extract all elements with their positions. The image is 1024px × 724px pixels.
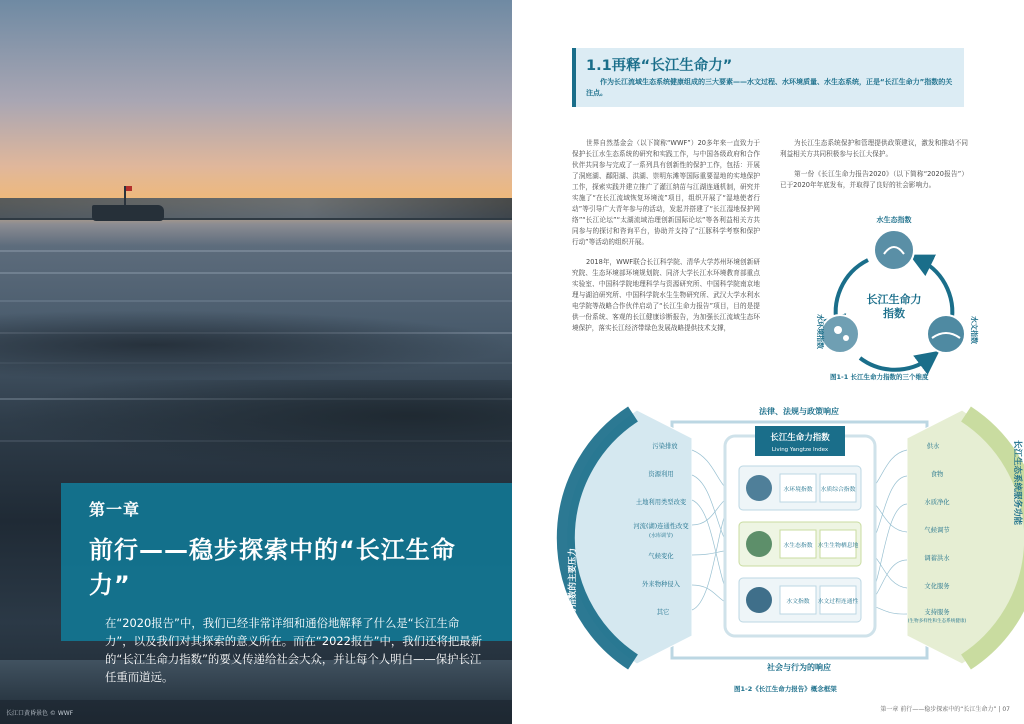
service-item: 文化服务 <box>924 583 950 590</box>
service-item: 支持服务 <box>924 609 950 616</box>
label-aquatic-ecology: 水生态指数 <box>876 216 912 224</box>
paragraph: 世界自然基金会（以下简称“WWF”）20多年来一直致力于保护长江水生态系统的研究和实践工作，与中国各级政府和合作伙伴共同参与完成了一系列具有创新性的保护工作，包括：开展了洞庭湖、鄱阳湖、洪湖、崇明东滩等国际重要湿地的实地保护工作，探索实践并建立推广了灌江纳苗与江湖连通机制，研究并实施了“在长江流域恢复环境流”项目，组织开展了“湿地使者行动”等引导广大青年参与的活动，发起并搭建了“长江湿地保护网络”“长江论坛”“太湖流域治理创新国际论坛”等各利益相关方共同参与的探讨和咨询平台，协助并支持了“江豚科学考察和保护行动”等活动的组织开展。 <box>572 139 760 246</box>
section-subtitle: 作为长江流域生态系统健康组成的三大要素——水文过程、水环境质量、水生态系统，正是“长江生命力”指数的关注点。 <box>586 78 953 97</box>
service-item: 水质净化 <box>924 499 950 506</box>
photo-credit: 长江口黄昏景色 © WWF <box>6 710 74 717</box>
flag <box>126 186 132 191</box>
index-name: 水文指数 <box>786 599 810 605</box>
service-item: 气候调节 <box>924 527 950 534</box>
feedback-bottom-label: 社会与行为的响应 <box>767 663 831 672</box>
index-group-water-environment <box>739 466 861 510</box>
pressure-item: 气候变化 <box>648 553 674 560</box>
pressure-item: 资源利用 <box>648 471 674 478</box>
body-column-right <box>780 138 968 200</box>
chapter-label: 第一章 <box>89 500 141 519</box>
chapter-title: 前行——稳步探索中的“长江生命力” <box>89 536 456 599</box>
water-environment-icon <box>746 475 772 501</box>
pressure-item: 污染排放 <box>652 443 678 450</box>
hydrology-icon <box>746 587 772 613</box>
pressure-item: 其它 <box>656 609 670 616</box>
section-title: 1.1再释“长江生命力” <box>586 58 733 74</box>
pressure-item: 外来物种侵入 <box>642 581 680 588</box>
aquatic-ecology-icon <box>746 531 772 557</box>
index-name: 水质综合指数 <box>820 487 856 493</box>
index-group-hydrology <box>739 578 861 622</box>
label-hydrology: 水文指数 <box>970 316 978 344</box>
index-name: 水生态指数 <box>783 543 813 549</box>
paragraph: 为长江生态系统保护和管理提供政策建议，激发和推动不同利益相关方共同积极参与长江大保护。 <box>780 139 968 158</box>
index-box-title: 长江生命力指数 <box>770 433 830 443</box>
center-label-line1: 长江生命力 <box>866 293 922 306</box>
service-item: 调蓄洪水 <box>924 555 950 562</box>
service-item: 供水 <box>926 443 940 450</box>
paragraph: 第一份《长江生命力报告2020》（以下简称“2020报告”）已于2020年年底发布，并取得了良好的社会影响力。 <box>780 170 968 189</box>
figure-caption: 图1-1 长江生命力指数的三个维度 <box>830 373 929 381</box>
content-page <box>512 0 1024 724</box>
figure-caption: 图1-2《长江生命力报告》概念框架 <box>734 685 837 693</box>
index-name: 水环境指数 <box>783 487 813 493</box>
paragraph: 2018年，WWF联合长江科学院、清华大学苏州环境创新研究院、生态环境部环境规划院、同济大学长江水环境教育部重点实验室、中国科学院地理科学与资源研究所、中国科学院南京地理与湖泊研究所、中国科学院水生生物研究所、武汉大学水利水电学院等战略合作伙伴启动了“长江生命力报告”项目，目的是提供一份系统、客观的长江健康诊断报告，为加强长江流域生态环境保护，落实长江经济带绿色发展战略提供技术支撑， <box>572 258 760 332</box>
service-item-note: (生物多样性和生态系统健康) <box>907 619 967 624</box>
index-name: 水生生物栖息地 <box>817 543 859 549</box>
chapter-box <box>61 483 512 684</box>
index-box-subtitle: Living Yangtze Index <box>771 447 829 453</box>
aquatic-ecology-icon <box>874 230 914 270</box>
service-item: 食物 <box>930 471 944 478</box>
index-group-aquatic-ecology <box>739 522 861 566</box>
pressure-item-note: (水库调节) <box>649 533 673 539</box>
feedback-top-label: 法律、法规与政策响应 <box>759 407 839 416</box>
page-footer: 第一章 前行——稳步探索中的“长江生命力” | 07 <box>880 706 1010 713</box>
section-banner <box>572 48 964 107</box>
concept-framework-diagram <box>568 400 1022 680</box>
center-label-line2: 指数 <box>883 307 905 320</box>
index-dimensions-diagram <box>780 210 1012 390</box>
services-arc-label: 长江生态系统服务功能 <box>1012 440 1022 526</box>
boat <box>92 205 164 221</box>
pressure-item: 河流(湖)连通性改变 <box>633 523 689 530</box>
water-environment-icon <box>821 315 859 353</box>
index-name: 水文过程连通性 <box>817 599 859 605</box>
chapter-intro: 在“2020报告”中，我们已经非常详细和通俗地解释了什么是“长江生命力”，以及我们对其探索的意义所在。而在“2022报告”中，我们还将把最新的“长江生命力指数”的要义传递给社会大众，并让每个人明白——保护长江任重而道远。 <box>105 616 483 684</box>
pressure-item: 土地利用类型改变 <box>635 499 687 506</box>
cycle-arrow <box>860 358 930 370</box>
pressure-arc-label: 长江生命力指数的主要压力 <box>568 547 578 650</box>
label-water-environment: 水环境指数 <box>816 314 824 349</box>
body-column-left <box>572 138 760 343</box>
